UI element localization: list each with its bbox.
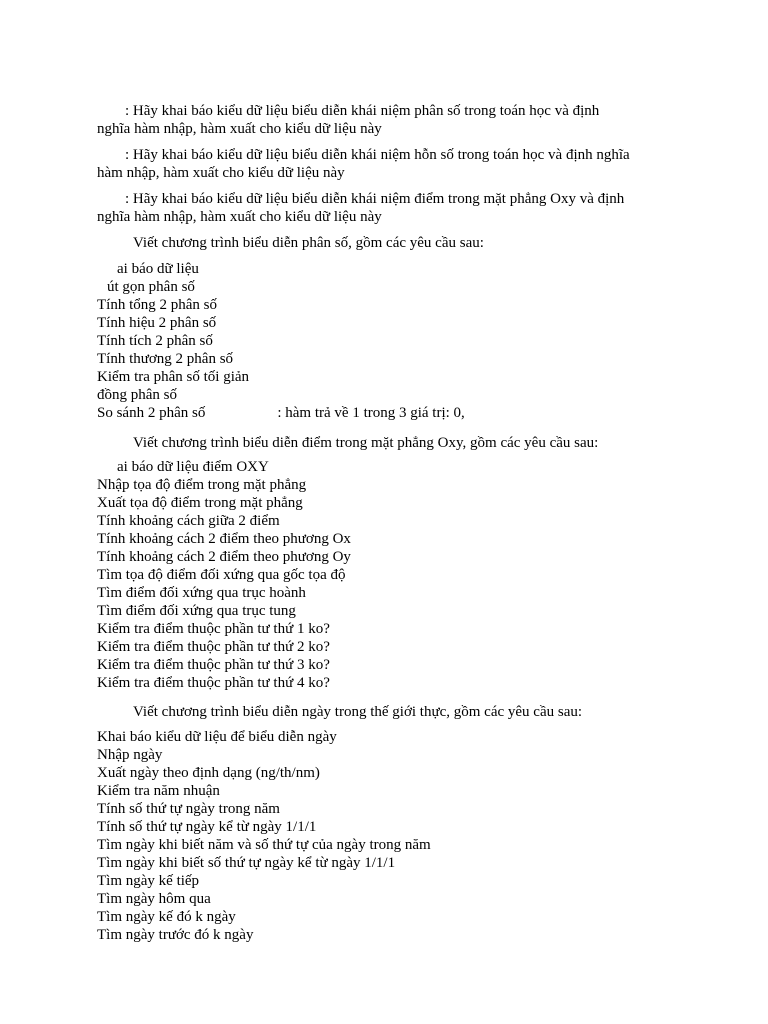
exercise-line: : Hãy khai báo kiểu dữ liệu biểu diễn khái niệm hỗn số trong toán học và định nghĩa xyxy=(125,147,630,163)
list-item: Kiểm tra điểm thuộc phần tư thứ 2 ko? xyxy=(97,639,330,655)
list-item: Kiểm tra điểm thuộc phần tư thứ 3 ko? xyxy=(97,657,330,673)
fraction-program-heading: Viết chương trình biểu diễn phân số, gồm các yêu cầu sau: xyxy=(133,235,484,251)
exercise-line: hàm nhập, hàm xuất cho kiểu dữ liệu này xyxy=(97,165,345,181)
list-item: Tìm ngày kế tiếp xyxy=(97,873,200,889)
date-program-heading: Viết chương trình biểu diễn ngày trong thế giới thực, gồm các yêu cầu sau: xyxy=(133,704,583,720)
date-requirements-list xyxy=(97,728,431,944)
list-item: Tìm điểm đối xứng qua trục hoành xyxy=(97,585,306,601)
list-item: Xuất ngày theo định dạng (ng/th/nm) xyxy=(97,765,320,781)
list-item: út gọn phân số xyxy=(107,279,195,295)
list-item: Tính tổng 2 phân số xyxy=(97,297,217,313)
list-item: Tìm ngày hôm qua xyxy=(97,891,211,907)
compare-label: So sánh 2 phân số xyxy=(97,405,206,421)
exercise-line: nghĩa hàm nhập, hàm xuất cho kiểu dữ liệu này xyxy=(97,209,382,225)
fraction-requirements-list xyxy=(97,260,465,422)
list-item: ai báo dữ liệu xyxy=(117,261,199,277)
list-item: Kiểm tra điểm thuộc phần tư thứ 4 ko? xyxy=(97,675,330,691)
list-item: Tính số thứ tự ngày trong năm xyxy=(97,801,280,817)
compare-detail: : hàm trả về 1 trong 3 giá trị: 0, xyxy=(277,405,465,421)
list-item: Tính tích 2 phân số xyxy=(97,333,213,349)
exercise-point-declaration xyxy=(97,190,697,226)
list-item: Tìm ngày trước đó k ngày xyxy=(97,927,254,943)
exercise-mixed-number-declaration xyxy=(97,146,697,182)
list-item: Tính khoảng cách giữa 2 điểm xyxy=(97,513,280,529)
list-item: Khai báo kiểu dữ liệu để biểu diễn ngày xyxy=(97,729,337,745)
list-item-compare xyxy=(97,404,465,422)
list-item: Kiểm tra năm nhuận xyxy=(97,783,220,799)
list-item: Kiểm tra điểm thuộc phần tư thứ 1 ko? xyxy=(97,621,330,637)
list-item: Kiểm tra phân số tối giản xyxy=(97,369,250,385)
list-item: Tìm ngày khi biết năm và số thứ tự của ngày trong năm xyxy=(97,837,431,853)
list-item: Tính hiệu 2 phân số xyxy=(97,315,217,331)
exercise-line: nghĩa hàm nhập, hàm xuất cho kiểu dữ liệu này xyxy=(97,121,382,137)
list-item: Tìm ngày khi biết số thứ tự ngày kể từ ngày 1/1/1 xyxy=(97,855,396,871)
list-item: Tính khoảng cách 2 điểm theo phương Ox xyxy=(97,531,351,547)
list-item: Tìm điểm đối xứng qua trục tung xyxy=(97,603,296,619)
list-item: Tính thương 2 phân số xyxy=(97,351,234,367)
list-item: Nhập ngày xyxy=(97,747,163,763)
list-item: Nhập tọa độ điểm trong mặt phẳng xyxy=(97,477,307,493)
list-item: Tìm ngày kế đó k ngày xyxy=(97,909,236,925)
exercise-fraction-declaration xyxy=(97,102,697,138)
list-item: ai báo dữ liệu điểm OXY xyxy=(117,459,269,475)
list-item: Tính số thứ tự ngày kể từ ngày 1/1/1 xyxy=(97,819,317,835)
point-program-heading: Viết chương trình biểu diễn điểm trong mặt phẳng Oxy, gồm các yêu cầu sau: xyxy=(133,435,599,451)
exercise-line: : Hãy khai báo kiểu dữ liệu biểu diễn khái niệm điểm trong mặt phẳng Oxy và định xyxy=(125,191,625,207)
exercise-line: : Hãy khai báo kiểu dữ liệu biểu diễn khái niệm phân số trong toán học và định xyxy=(125,103,600,119)
list-item: Tính khoảng cách 2 điểm theo phương Oy xyxy=(97,549,351,565)
list-item: đồng phân số xyxy=(97,387,177,403)
list-item: Xuất tọa độ điểm trong mặt phẳng xyxy=(97,495,303,511)
point-requirements-list xyxy=(97,458,351,692)
list-item: Tìm tọa độ điểm đối xứng qua gốc tọa độ xyxy=(97,567,346,583)
